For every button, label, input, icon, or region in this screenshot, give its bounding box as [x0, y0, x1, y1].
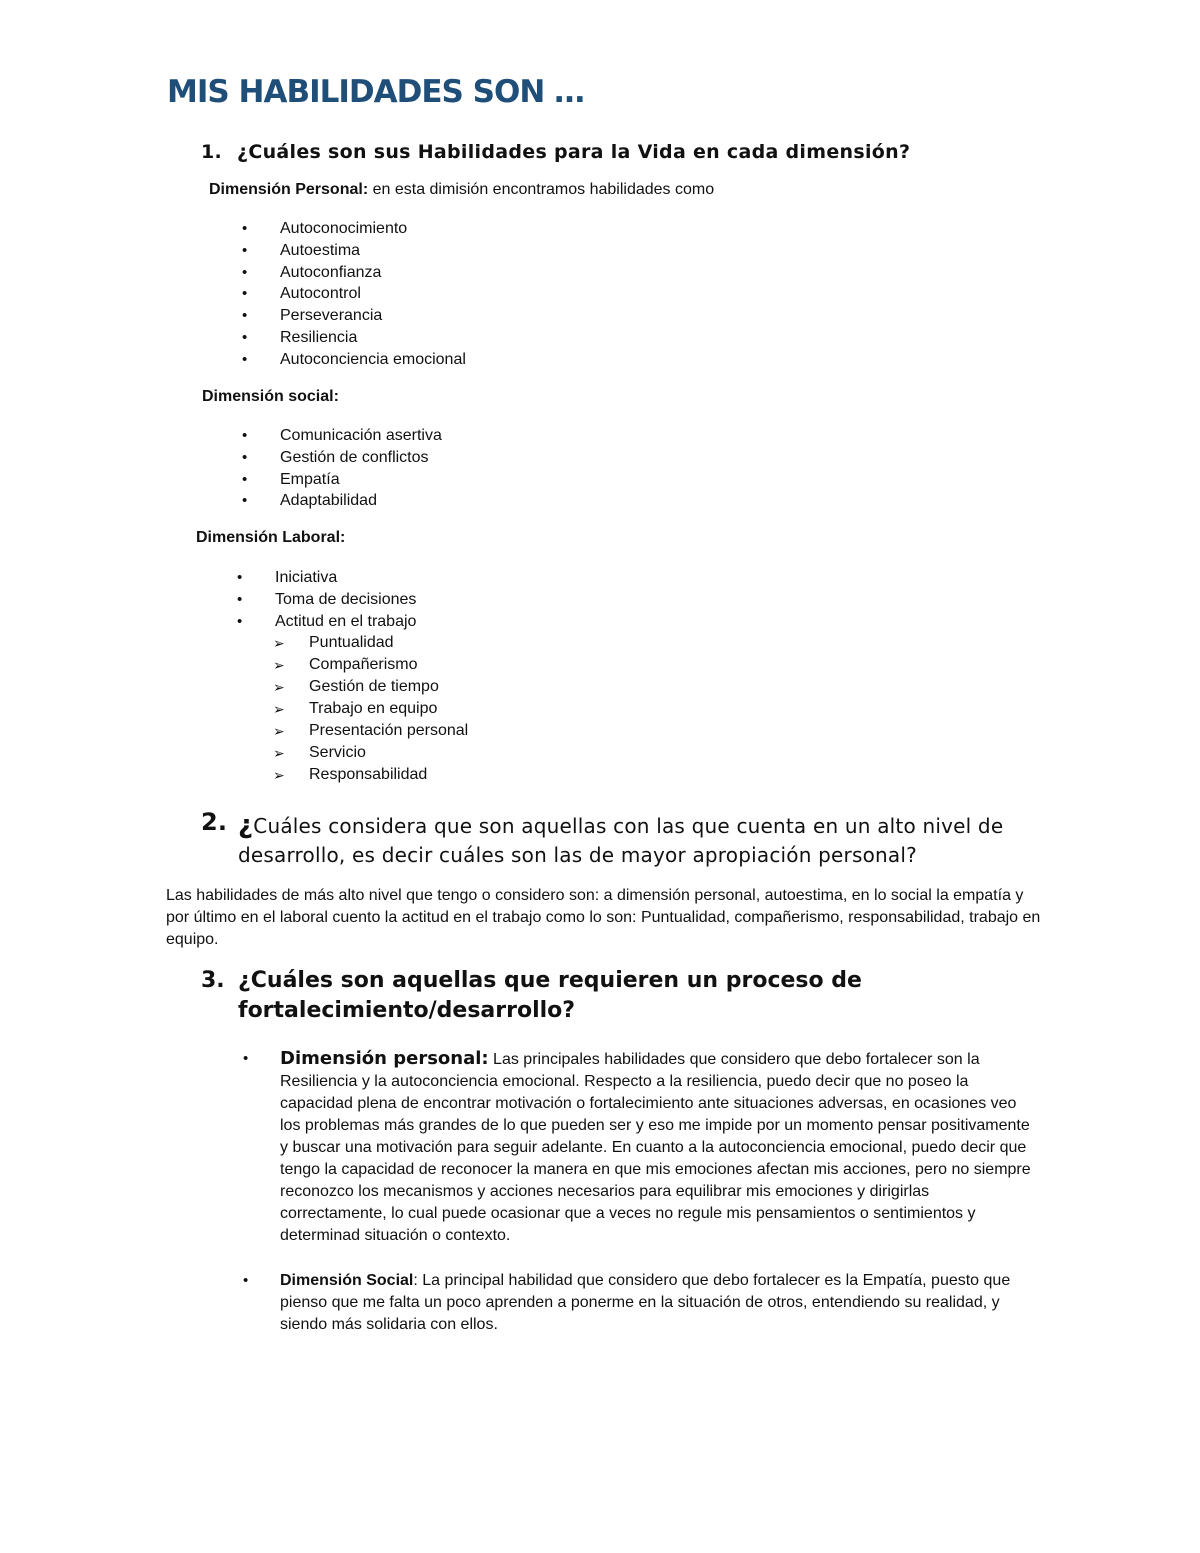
q3-social-text: : La principal habilidad que considero que debo fortalecer es la Empatía, puesto que pienso que me falta un poco aprenden a ponerme en la situación de otros, entendiendo su realidad, y siendo más solidaria con ellos. [280, 1272, 1011, 1333]
social-dimension-label: Dimensión social: [202, 388, 339, 405]
answer-2-paragraph: Las habilidades de más alto nivel que tengo o considero son: a dimensión personal, autoestima, en lo social la empatía y por último en el laboral cuento la actitud en el trabajo como lo son: Puntualidad, compañerismo, responsabilidad, trabajo en equipo. [166, 887, 1041, 948]
bullet-icon: • [243, 1050, 249, 1067]
question-3-text: ¿Cuáles son aquellas que requieren un proceso de fortalecimiento/desarrollo? [238, 968, 862, 1023]
list-item: • Autoestima [242, 240, 466, 262]
laboral-dimension-label: Dimensión Laboral: [196, 529, 346, 546]
list-item: • Resiliencia [242, 327, 466, 349]
bullet-icon: • [243, 1272, 249, 1289]
question-2 [201, 808, 1051, 870]
laboral-skills-list [237, 567, 416, 632]
list-item: • Actitud en el trabajo [237, 611, 416, 633]
question-3-number: 3. [201, 968, 225, 993]
arrow-bullet-icon: ➢ [273, 745, 285, 761]
question-1 [201, 141, 910, 163]
list-item: • Autocontrol [242, 283, 466, 305]
q3-social-item [243, 1270, 1033, 1336]
q3-social-label: Dimensión Social [280, 1272, 414, 1289]
arrow-bullet-icon: ➢ [273, 767, 285, 783]
personal-dimension-intro: en esta dimisión encontramos habilidades como [368, 181, 715, 198]
arrow-bullet-icon: ➢ [273, 723, 285, 739]
personal-dimension-label: Dimensión Personal: [209, 181, 369, 198]
sublist-item: ➢ Trabajo en equipo [273, 698, 468, 720]
list-item: • Perseverancia [242, 305, 466, 327]
question-2-mark: ¿ [238, 810, 254, 840]
question-3 [201, 966, 1051, 1026]
sublist-item: ➢ Compañerismo [273, 654, 468, 676]
sublist-item: ➢ Servicio [273, 742, 468, 764]
page-title: MIS HABILIDADES SON … [167, 74, 585, 110]
question-1-number: 1. [201, 141, 223, 163]
arrow-bullet-icon: ➢ [273, 679, 285, 695]
list-item: • Gestión de conflictos [242, 447, 442, 469]
list-item: • Autoconocimiento [242, 218, 466, 240]
list-item: • Comunicación asertiva [242, 425, 442, 447]
question-1-text: ¿Cuáles son sus Habilidades para la Vida en cada dimensión? [237, 141, 911, 163]
social-dimension-heading [202, 388, 339, 406]
list-item: • Toma de decisiones [237, 589, 416, 611]
q3-personal-item [243, 1048, 1033, 1247]
laboral-dimension-heading [196, 529, 345, 547]
arrow-bullet-icon: ➢ [273, 635, 285, 651]
attitude-sublist [273, 632, 468, 786]
list-item: • Iniciativa [237, 567, 416, 589]
arrow-bullet-icon: ➢ [273, 657, 285, 673]
sublist-item: ➢ Puntualidad [273, 632, 468, 654]
sublist-item: ➢ Presentación personal [273, 720, 468, 742]
personal-skills-list [242, 218, 466, 371]
question-2-text: Cuáles considera que son aquellas con las que cuenta en un alto nivel de desarrollo, es decir cuáles son las de mayor apropiación personal? [238, 814, 1004, 867]
q3-personal-label: Dimensión personal: [280, 1048, 489, 1069]
list-item: • Empatía [242, 469, 442, 491]
list-item: • Adaptabilidad [242, 490, 442, 512]
sublist-item: ➢ Gestión de tiempo [273, 676, 468, 698]
personal-dimension-heading [209, 181, 714, 199]
list-item: • Autoconfianza [242, 262, 466, 284]
question-2-number: 2. [201, 808, 228, 836]
social-skills-list [242, 425, 442, 512]
q3-personal-text: Las principales habilidades que considero que debo fortalecer son la Resiliencia y la autoconciencia emocional. Respecto a la resiliencia, puedo decir que no poseo la capacidad plena de encontrar motivación o fortalecimiento ante situaciones adversas, en ocasiones veo los problemas más grandes de lo que pueden ser y eso me impide por un momento pensar positivamente y buscar una motivación para seguir adelante. En cuanto a la autoconciencia emocional, puedo decir que tengo la capacidad de reconocer la manera en que mis emociones afectan mis acciones, pero no siempre reconozco los mecanismos y acciones necesarios para equilibrar mis emociones y dirigirlas correctamente, lo cual puede ocasionar que a veces no regule mis pensamientos o sentimientos y determinad situación o contexto. [280, 1051, 1031, 1244]
sublist-item: ➢ Responsabilidad [273, 764, 468, 786]
list-item: • Autoconciencia emocional [242, 349, 466, 371]
arrow-bullet-icon: ➢ [273, 701, 285, 717]
